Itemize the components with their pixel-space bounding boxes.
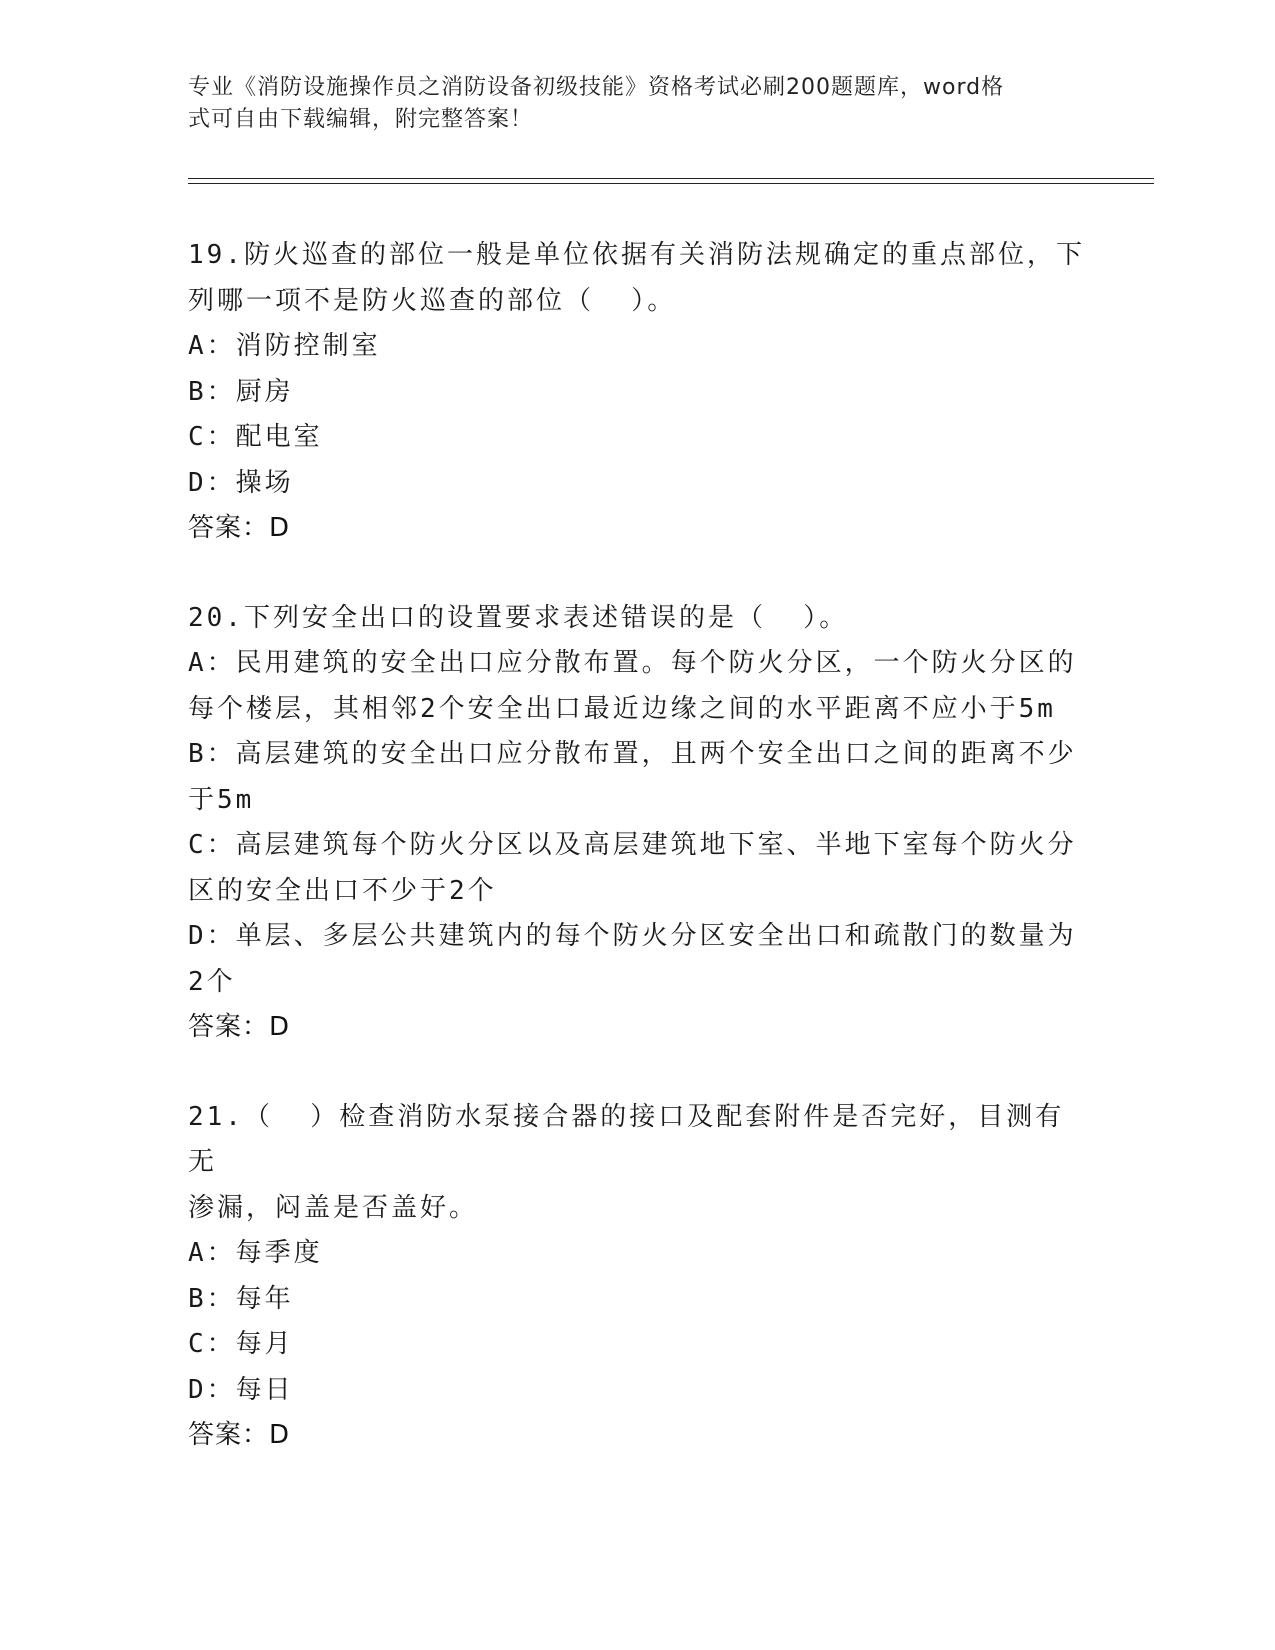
option-c-continued: 区的安全出口不少于2个 xyxy=(188,875,497,906)
answer-label: 答案：D xyxy=(188,1012,291,1042)
question-stem-line: 列哪一项不是防火巡查的部位（ ）。 xyxy=(188,285,677,316)
option-d: D：每日 xyxy=(188,1374,294,1405)
option-b: B：厨房 xyxy=(188,376,294,407)
option-d: D：操场 xyxy=(188,467,294,498)
header-line-2: 式可自由下载编辑，附完整答案！ xyxy=(188,107,534,132)
option-a: A：民用建筑的安全出口应分散布置。每个防火分区，一个防火分区的 xyxy=(188,648,1077,678)
option-b: B：每年 xyxy=(188,1283,294,1314)
option-c: C：配电室 xyxy=(188,422,323,452)
question-19 xyxy=(188,233,1088,552)
question-stem-line: 21.（ ）检查消防水泵接合器的接口及配套附件是否完好，目测有无 xyxy=(188,1101,1065,1177)
question-20 xyxy=(188,596,1088,1051)
document-header xyxy=(188,72,1068,136)
option-a: A：每季度 xyxy=(188,1238,323,1268)
option-c: C：高层建筑每个防火分区以及高层建筑地下室、半地下室每个防火分 xyxy=(188,830,1077,860)
option-d: D：单层、多层公共建筑内的每个防火分区安全出口和疏散门的数量为 xyxy=(188,921,1077,951)
header-divider-top xyxy=(188,178,1154,179)
option-a: A：消防控制室 xyxy=(188,331,381,361)
question-stem-line: 20.下列安全出口的设置要求表述错误的是（ ）。 xyxy=(188,602,849,633)
option-b: B：高层建筑的安全出口应分散布置，且两个安全出口之间的距离不少 xyxy=(188,739,1077,769)
header-divider-bottom xyxy=(188,183,1154,184)
answer-label: 答案：D xyxy=(188,513,291,543)
question-stem-line: 渗漏，闷盖是否盖好。 xyxy=(188,1192,479,1223)
header-line-1: 专业《消防设施操作员之消防设备初级技能》资格考试必刷200题题库，word格 xyxy=(188,75,1005,100)
option-c: C：每月 xyxy=(188,1329,294,1359)
answer-label: 答案：D xyxy=(188,1420,291,1450)
option-a-continued: 每个楼层，其相邻2个安全出口最近边缘之间的水平距离不应小于5m xyxy=(188,693,1056,724)
option-b-continued: 于5m xyxy=(188,784,255,815)
question-list xyxy=(188,233,1088,1503)
question-stem-line: 19.防火巡查的部位一般是单位依据有关消防法规确定的重点部位，下 xyxy=(188,240,1085,270)
option-d-continued: 2个 xyxy=(188,966,236,997)
question-21 xyxy=(188,1095,1088,1459)
